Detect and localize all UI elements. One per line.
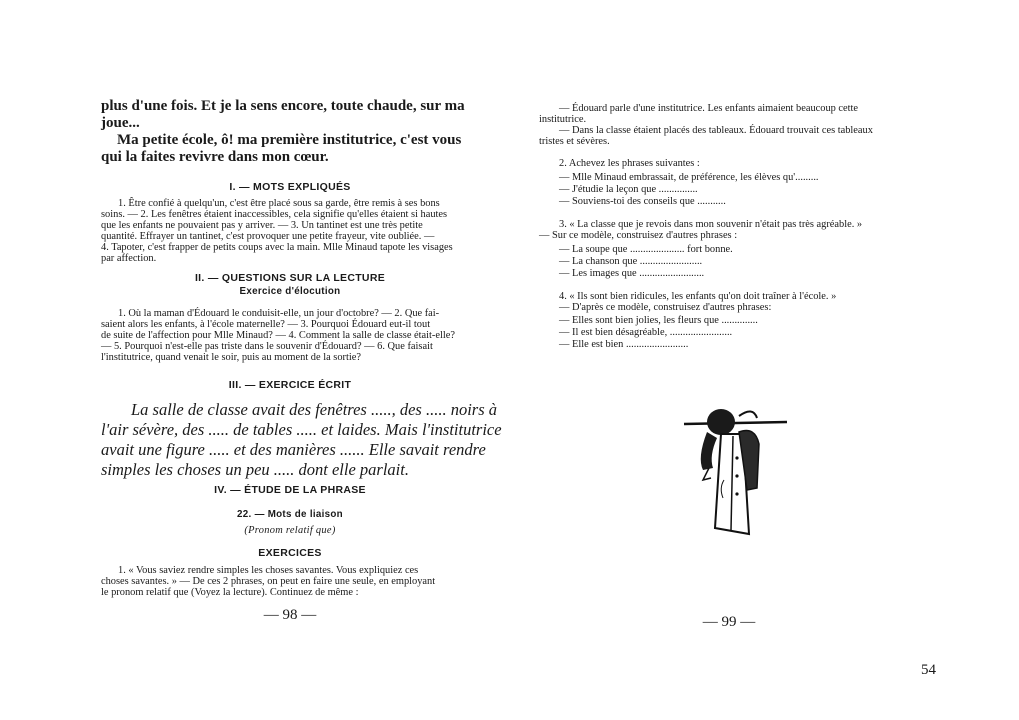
text-line: saient alors les enfants, à l'école maternelle? — 3. Pourquoi Édouard eut-il tout — [101, 319, 431, 330]
text-line: le pronom relatif que (Voyez la lecture). Continuez de même : — [101, 587, 359, 598]
subheading-pronom-relatif: (Pronom relatif que) — [244, 525, 336, 536]
text-line: — Elle est bien ........................ — [559, 339, 689, 350]
intro-line: joue... — [101, 115, 140, 131]
text-line: — Édouard parle d'une institutrice. Les enfants aimaient beaucoup cette — [559, 103, 859, 114]
text-line: que les enfants ne pouvaient pas y arriver. — 3. Un tantinet est une très petite — [101, 220, 423, 231]
coat-on-hook-illustration — [679, 398, 799, 546]
section-heading-etude-phrase: IV. — ÉTUDE DE LA PHRASE — [214, 484, 366, 496]
text-line: 2. Achevez les phrases suivantes : — [559, 158, 700, 169]
subheading-exercices: EXERCICES — [258, 547, 322, 559]
text-line: — J'étudie la leçon que ............... — [559, 184, 698, 195]
text-line: 4. « Ils sont bien ridicules, les enfants qu'on doit traîner à l'école. » — [559, 291, 837, 302]
text-line: choses savantes. » — De ces 2 phrases, on peut en faire une seule, en employant — [101, 576, 436, 587]
text-line: 3. « La classe que je revois dans mon souvenir n'était pas très agréable. » — [559, 219, 863, 230]
text-line: — D'après ce modèle, construisez d'autres phrases: — [559, 302, 772, 313]
intro-line: qui la faites revivre dans mon cœur. — [101, 149, 329, 165]
section-heading-exercice-ecrit: III. — EXERCICE ÉCRIT — [228, 379, 352, 391]
text-line: 1. Où la maman d'Édouard le conduisit-elle, un jour d'octobre? — 2. Que fai- — [118, 308, 440, 319]
text-line: l'air sévère, des ..... de tables ..... et laides. Mais l'institutrice — [101, 420, 502, 439]
text-line: — 5. Pourquoi n'est-elle pas triste dans le souvenir d'Édouard? — 6. Que faisait — [101, 341, 433, 352]
text-line: 1. « Vous saviez rendre simples les choses savantes. Vous expliquiez ces — [118, 565, 419, 576]
intro-line: plus d'une fois. Et je la sens encore, toute chaude, sur ma — [101, 98, 465, 114]
text-line: — Il est bien désagréable, ........................ — [559, 327, 733, 338]
text-line: soins. — 2. Les fenêtres étaient inaccessibles, cela signifie qu'elles étaient si hautes — [101, 209, 448, 220]
text-line: par affection. — [101, 253, 157, 264]
text-line: simples les choses un peu ..... dont elle parlait. — [101, 460, 409, 479]
section-subheading-elocution: Exercice d'élocution — [239, 286, 341, 297]
text-line: La salle de classe avait des fenêtres ....., des ..... noirs à — [131, 400, 498, 419]
text-line: — Sur ce modèle, construisez d'autres phrases : — [539, 230, 738, 241]
text-line: 4. Tapoter, c'est frapper de petits coups avec la main. Mlle Minaud tapote les visages — [101, 242, 453, 253]
text-line: quantité. Effrayer un tantinet, c'est provoquer une petite frayeur, vite oubliée. — — [101, 231, 435, 242]
text-line: — La soupe que ..................... fort bonne. — [559, 244, 733, 255]
section-heading-mots-expliques: I. — MOTS EXPLIQUÉS — [229, 181, 351, 193]
text-line: tristes et sévères. — [539, 136, 610, 147]
intro-line: Ma petite école, ô! ma première institutrice, c'est vous — [117, 132, 462, 148]
text-line: — Mlle Minaud embrassait, de préférence, les élèves qu'......... — [559, 172, 819, 183]
text-line: — Dans la classe étaient placés des tableaux. Édouard trouvait ces tableaux — [559, 125, 873, 136]
text-line: 1. Être confié à quelqu'un, c'est être placé sous sa garde, être remis à ses bons — [118, 198, 440, 209]
text-line: — Souviens-toi des conseils que ........... — [559, 196, 726, 207]
text-line: l'institutrice, quand venait le soir, puis au moment de la sortie? — [101, 352, 362, 363]
text-line: — Elles sont bien jolies, les fleurs que .............. — [559, 315, 758, 326]
section-heading-questions: II. — QUESTIONS SUR LA LECTURE — [194, 272, 386, 284]
page-number-left: — 98 — — [263, 607, 317, 623]
right-page — [509, 0, 1019, 720]
text-line: avait une figure ..... et des manières ...... Elle savait rendre — [101, 440, 486, 459]
text-line: institutrice. — [539, 114, 587, 125]
subheading-mots-liaison: 22. — Mots de liaison — [237, 509, 343, 520]
corner-number: 54 — [921, 662, 936, 678]
text-line: — La chanson que ........................ — [559, 256, 703, 267]
left-page — [0, 0, 509, 720]
text-line: de suite de l'affection pour Mlle Minaud? — 4. Comment la salle de classe était-elle? — [101, 330, 455, 341]
text-line: — Les images que ......................... — [559, 268, 705, 279]
page-number-right: — 99 — — [702, 614, 756, 630]
